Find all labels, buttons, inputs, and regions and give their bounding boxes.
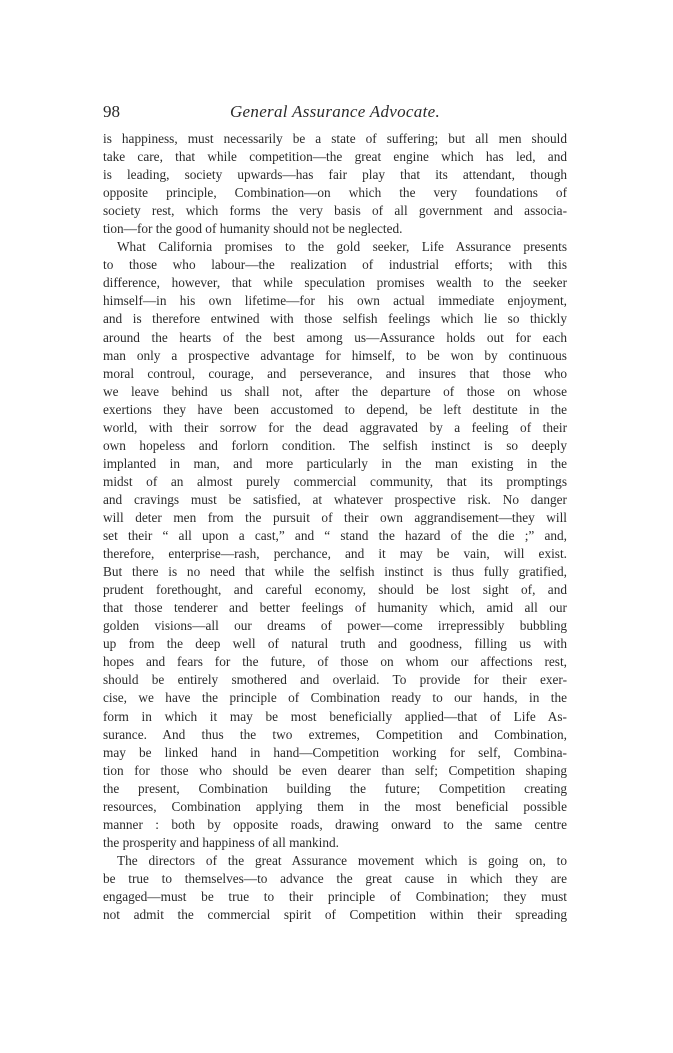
paragraph	[103, 130, 567, 238]
running-title: General Assurance Advocate.	[229, 102, 440, 121]
text-line: What California promises to the gold seeker, Life Assurance presents	[117, 239, 567, 255]
text-line: moral controul, courage, and perseverance, and insures that those who	[103, 365, 567, 381]
text-line: manner : both by opposite roads, drawing onward to the same centre	[103, 816, 567, 832]
text-line: tion—for the good of humanity should not be neglected.	[103, 221, 403, 237]
text-line: opposite principle, Combination—on which the very foundations of	[103, 185, 567, 201]
paragraph	[103, 852, 567, 924]
text-line: may be linked hand in hand—Competition working for self, Combina-	[103, 744, 567, 760]
text-line: difference, however, that while speculation promises wealth to the seeker	[103, 275, 567, 291]
text-line: cise, we have the principle of Combination ready to our hands, in the	[103, 690, 567, 706]
text-line: form in which it may be most beneficially applied—that of Life As-	[103, 708, 567, 724]
text-line: is leading, society upwards—has fair play that its attendant, though	[103, 167, 567, 183]
text-line: not admit the commercial spirit of Competition within their spreading	[103, 907, 567, 923]
text-line: hopes and fears for the future, of those on whom our affections rest,	[103, 654, 567, 670]
text-line: be true to themselves—to advance the great cause in which they are	[103, 870, 567, 886]
text-line: will deter men from the pursuit of their own aggrandisement—they will	[103, 509, 567, 525]
text-line: engaged—must be true to their principle of Combination; they must	[103, 888, 567, 904]
text-line: we leave behind us shall not, after the departure of those on whose	[103, 383, 567, 399]
text-line: should be entirely smothered and overlaid. To provide for their exer-	[103, 672, 567, 688]
text-line: and is therefore entwined with those selfish feelings which lie so thickly	[103, 311, 567, 327]
text-line: world, with their sorrow for the dead aggravated by a feeling of their	[103, 419, 567, 435]
text-line: surance. And thus the two extremes, Competition and Combination,	[103, 726, 567, 742]
text-line: golden visions—all our dreams of power—come irrepressibly bubbling	[103, 618, 567, 634]
text-line: the present, Combination building the future; Competition creating	[103, 780, 567, 796]
text-line: and cravings must be satisfied, at whatever prospective risk. No danger	[103, 491, 567, 507]
text-line: is happiness, must necessarily be a state of suffering; but all men should	[103, 131, 567, 146]
running-head	[103, 102, 567, 130]
text-line: to those who labour—the realization of industrial efforts; with this	[103, 257, 567, 273]
book-page	[103, 102, 567, 924]
text-line: the prosperity and happiness of all mankind.	[103, 834, 339, 850]
text-line: The directors of the great Assurance movement which is going on, to	[117, 852, 567, 868]
body-text	[103, 130, 567, 924]
text-line: prudent forethought, and careful economy, should be lost sight of, and	[103, 582, 567, 598]
paragraph	[103, 238, 567, 852]
text-line: around the hearts of the best among us—Assurance holds out for each	[103, 329, 567, 345]
text-line: take care, that while competition—the great engine which has led, and	[103, 149, 567, 165]
text-line: set their “ all upon a cast,” and “ stand the hazard of the die ;” and,	[103, 528, 567, 544]
text-line: man only a prospective advantage for himself, to be won by continuous	[103, 347, 567, 363]
text-line: himself—in his own lifetime—for his own actual immediate enjoyment,	[103, 293, 567, 309]
text-line: implanted in man, and more particularly in the man existing in the	[103, 455, 567, 471]
text-line: up from the deep well of natural truth and goodness, filling us with	[103, 636, 567, 652]
text-line: resources, Combination applying them in the most beneficial possible	[103, 798, 567, 814]
text-line: that those tenderer and better feelings of humanity which, amid all our	[103, 600, 567, 616]
text-line: But there is no need that while the selfish instinct is thus fully gratified,	[103, 564, 567, 580]
text-line: society rest, which forms the very basis of all government and associa-	[103, 203, 567, 219]
text-line: tion for those who should be even dearer than self; Competition shaping	[103, 762, 567, 778]
text-line: therefore, enterprise—rash, perchance, and it may be vain, will exist.	[103, 546, 567, 562]
page-number: 98	[103, 102, 120, 121]
text-line: own hopeless and forlorn condition. The selfish instinct is so deeply	[103, 437, 567, 453]
text-line: midst of an almost purely commercial community, that its promptings	[103, 473, 567, 489]
text-line: exertions they have been accustomed to depend, be left destitute in the	[103, 401, 567, 417]
